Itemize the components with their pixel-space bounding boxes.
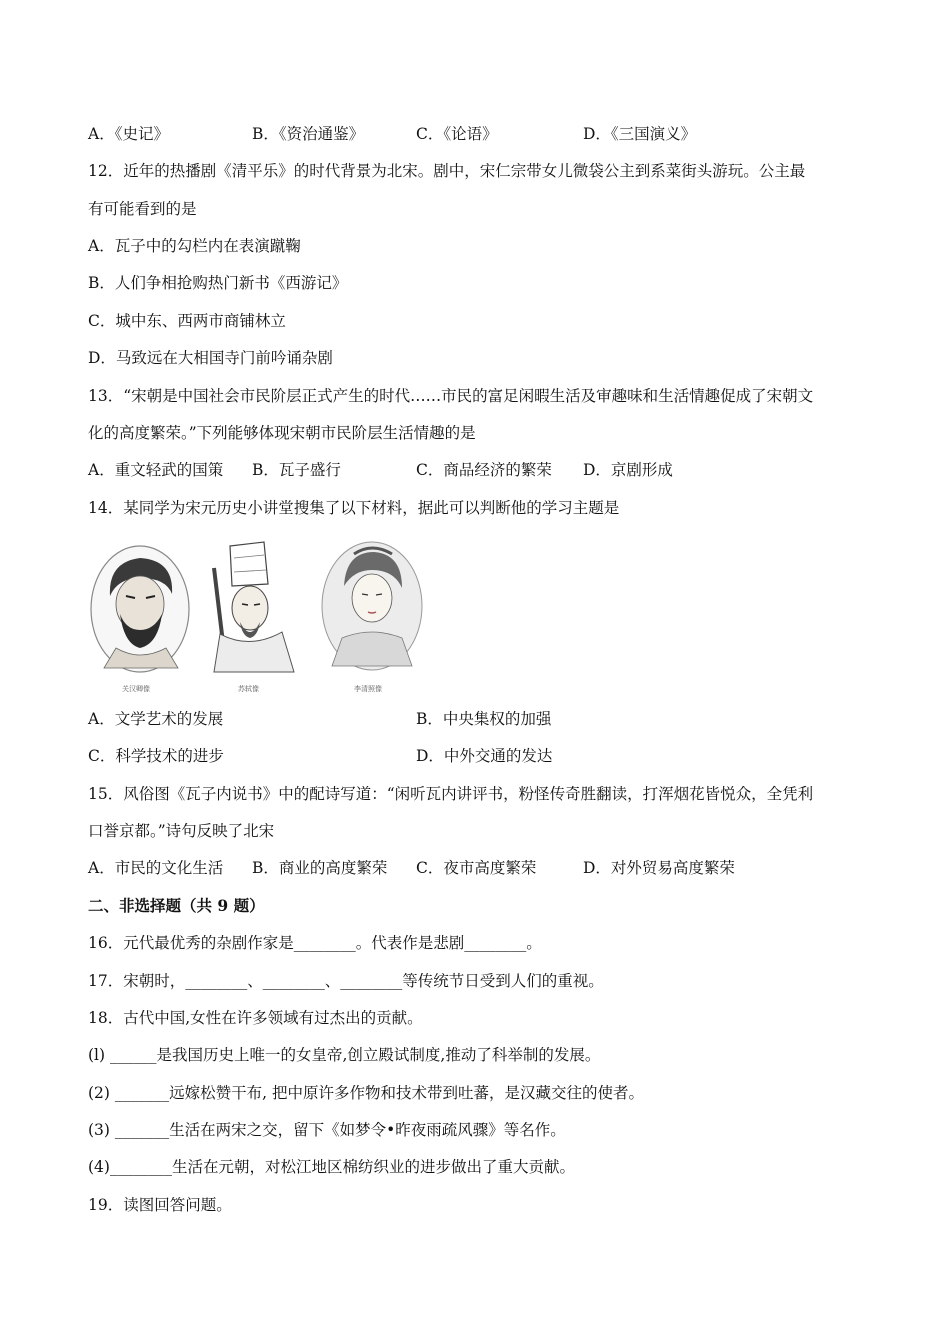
q15-stem-line1: 15．风俗图《瓦子内说书》中的配诗写道：“闲听瓦内讲评书，粉怪传奇胜翻读，打浑烟花皆悦众，全凭利 — [88, 785, 814, 803]
q13-stem-line2: 化的高度繁荣。”下列能够体现宋朝市民阶层生活情趣的是 — [88, 424, 476, 442]
q13-option-b: B．瓦子盛行 — [252, 461, 341, 479]
guan-hanqing-caption: 关汉卿像 — [122, 685, 150, 693]
q11-options — [88, 124, 848, 144]
q15-option-c: C．夜市高度繁荣 — [416, 859, 537, 877]
q18-stem: 18．古代中国,女性在许多领域有过杰出的贡献。 — [88, 1009, 423, 1027]
q14-portrait-figures — [88, 538, 428, 693]
li-qingzhao-caption: 李清照像 — [354, 685, 382, 693]
q14-option-d: D．中外交通的发达 — [416, 747, 553, 765]
q18-item-4: (4)________生活在元朝，对松江地区棉纺织业的进步做出了重大贡献。 — [88, 1158, 575, 1176]
q13-option-d: D．京剧形成 — [583, 461, 673, 479]
q12-option-d: D．马致远在大相国寺门前吟诵杂剧 — [88, 349, 333, 367]
su-shi-portrait — [200, 538, 300, 676]
q15-option-d: D．对外贸易高度繁荣 — [583, 859, 735, 877]
q13-stem-line1: 13．“宋朝是中国社会市民阶层正式产生的时代……市民的富足闲暇生活及审趣味和生活情趣促成了宋朝文 — [88, 387, 814, 405]
q12-option-a: A．瓦子中的勾栏内在表演蹴鞠 — [88, 237, 301, 255]
q12-option-c: C．城中东、西两市商铺林立 — [88, 312, 286, 330]
q12-stem-line2: 有可能看到的是 — [88, 200, 197, 218]
q18-item-1: (l) ______是我国历史上唯一的女皇帝,创立殿试制度,推动了科举制的发展。 — [88, 1046, 601, 1064]
q18-item-3: (3) _______生活在两宋之交，留下《如梦令•昨夜雨疏风骤》等名作。 — [88, 1121, 566, 1139]
q17: 17．宋朝时，________、________、________等传统节日受到人们的重视。 — [88, 972, 604, 990]
q15-options — [88, 858, 848, 878]
q15-option-b: B．商业的高度繁荣 — [252, 859, 388, 877]
q13-option-c: C．商品经济的繁荣 — [416, 461, 552, 479]
q14-stem: 14．某同学为宋元历史小讲堂搜集了以下材料，据此可以判断他的学习主题是 — [88, 499, 620, 517]
q13-options — [88, 460, 848, 480]
q18-item-2: (2) _______远嫁松赞干布, 把中原许多作物和技术带到吐蕃，是汉藏交往的使者。 — [88, 1084, 644, 1102]
q19: 19．读图回答问题。 — [88, 1196, 232, 1214]
q15-option-a: A．市民的文化生活 — [88, 859, 224, 877]
q11-option-a: A．《史记》 — [88, 125, 169, 143]
q15-stem-line2: 口誉京都。”诗句反映了北宋 — [88, 822, 275, 840]
q14-option-c: C．科学技术的进步 — [88, 747, 224, 765]
q11-option-d: D．《三国演义》 — [583, 125, 697, 143]
q12-option-b: B．人们争相抢购热门新书《西游记》 — [88, 274, 348, 292]
guan-hanqing-portrait — [88, 544, 192, 674]
su-shi-caption: 苏轼像 — [238, 685, 259, 693]
section-2-title: 二、非选择题（共 9 题） — [88, 896, 265, 915]
q11-option-b: B．《资治通鉴》 — [252, 125, 365, 143]
q12-stem-line1: 12．近年的热播剧《清平乐》的时代背景为北宋。剧中，宋仁宗带女儿微袋公主到系菜街头游玩。公主最 — [88, 162, 806, 180]
q11-option-c: C．《论语》 — [416, 125, 498, 143]
q16: 16．元代最优秀的杂剧作家是________。代表作是悲剧________。 — [88, 934, 542, 952]
q13-option-a: A．重文轻武的国策 — [88, 461, 224, 479]
q14-option-a: A．文学艺术的发展 — [88, 710, 224, 728]
li-qingzhao-portrait — [316, 540, 428, 676]
q14-option-b: B．中央集权的加强 — [416, 710, 552, 728]
